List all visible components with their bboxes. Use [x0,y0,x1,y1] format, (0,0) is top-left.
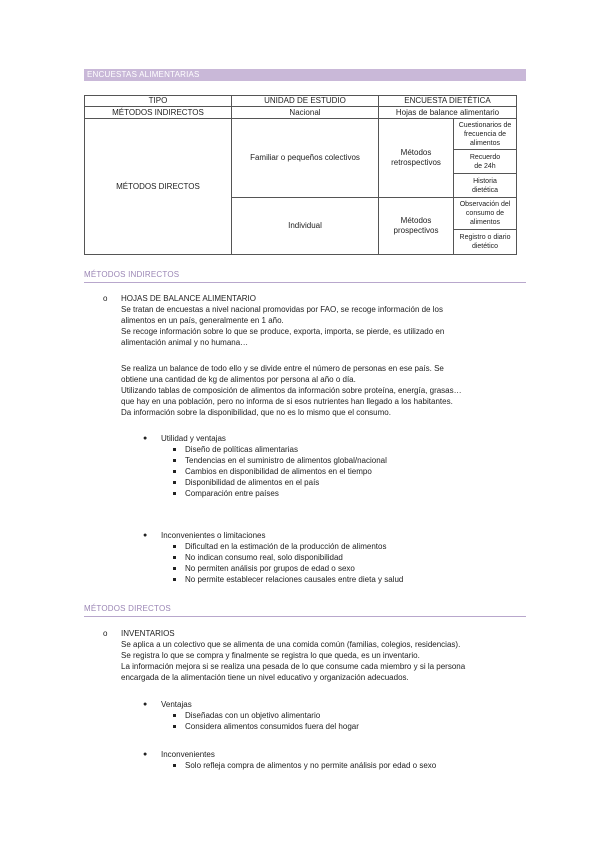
section-heading-directos: MÉTODOS DIRECTOS [84,604,171,613]
paragraph-line: Utilizando tablas de composición de alimentos da información sobre proteína, energía, grasas… [121,386,462,395]
circle-bullet-icon: o [103,629,108,638]
nested-table [379,119,516,197]
list-item: Diseñadas con un objetivo alimentario [185,711,321,720]
list-item: No indican consumo real, solo disponibilidad [185,553,343,562]
table-cell [454,198,517,254]
square-bullet-icon [173,578,176,581]
paragraph-line: alimentos en un país, generalmente en 1 año. [121,316,284,325]
list-item: Diseño de políticas alimentarias [185,445,298,454]
paragraph-line: Se realiza un balance de todo ello y se divide entre el número de personas en ese país. Se [121,364,444,373]
square-bullet-icon [173,556,176,559]
square-bullet-icon [173,459,176,462]
table-cell: Cuestionarios de frecuencia de alimentos [454,119,516,150]
table-cell: Observación del consumo de alimentos [454,198,516,230]
section-divider [84,282,526,283]
paragraph-line: Da información sobre la disponibilidad, que no es lo mismo que el consumo. [121,408,391,417]
table-cell: Métodos retrospectivos [379,119,454,197]
section-divider [84,616,526,617]
paragraph-line: que hay en una población, pero no informa de si esos nutrientes han llegado a los habitantes. [121,397,453,406]
paragraph-line: Se tratan de encuestas a nivel nacional promovidas por FAO, se recoge información de los [121,305,443,314]
list-item: No permiten análisis por grupos de edad o sexo [185,564,355,573]
section-heading-indirectos: MÉTODOS INDIRECTOS [84,270,180,279]
paragraph-line: alimentación animal y no humana… [121,338,249,347]
subheading: Inconvenientes [161,750,215,759]
list-item: No permite establecer relaciones causales entre dieta y salud [185,575,404,584]
table-cell: Historia dietética [471,177,499,194]
round-bullet-icon: ● [143,435,148,442]
subheading: Inconvenientes o limitaciones [161,531,266,540]
square-bullet-icon [173,492,176,495]
round-bullet-icon: ● [143,532,148,539]
circle-bullet-icon: o [103,294,108,303]
list-item: Solo refleja compra de alimentos y no permite análisis por edad o sexo [185,761,437,770]
paragraph-line: La información mejora si se realiza una pesada de lo que consume cada miembro y si la persona [121,662,466,671]
subheading: Ventajas [161,700,192,709]
survey-table [84,95,517,255]
table-cell: Registro o diario dietético [459,234,511,250]
table-cell: MÉTODOS DIRECTOS [85,119,232,255]
list-item: Cambios en disponibilidad de alimentos en el tiempo [185,467,372,476]
paragraph-line: Se aplica a un colectivo que se alimenta de una comida común (familias, colegios, residencias). [121,640,461,649]
table-cell: Nacional [232,107,379,119]
square-bullet-icon [173,470,176,473]
item-title: HOJAS DE BALANCE ALIMENTARIO [121,294,256,303]
square-bullet-icon [173,545,176,548]
table-cell: Métodos prospectivos [379,198,454,254]
table-cell: Hojas de balance alimentario [379,107,517,119]
table-header-cell: UNIDAD DE ESTUDIO [232,96,379,107]
square-bullet-icon [173,764,176,767]
list-item: Dificultad en la estimación de la producción de alimentos [185,542,387,551]
table-row [85,107,517,119]
table-cell [379,119,517,198]
table-cell: Recuerdo de 24h [454,150,516,174]
square-bullet-icon [173,567,176,570]
table-cell: MÉTODOS INDIRECTOS [85,107,232,119]
table-header-row [85,96,517,107]
square-bullet-icon [173,714,176,717]
subheading: Utilidad y ventajas [161,434,226,443]
nested-table [379,198,516,254]
list-item: Considera alimentos consumidos fuera del hogar [185,722,359,731]
paragraph-line: encargada de la alimentación tiene un nivel educativo y organización adecuados. [121,673,409,682]
round-bullet-icon: ● [143,701,148,708]
paragraph-line: Se recoge información sobre lo que se produce, exporta, importa, se pierde, es utilizado en [121,327,445,336]
square-bullet-icon [173,481,176,484]
table-header-cell: TIPO [85,96,232,107]
table-cell: Individual [232,198,379,255]
table-cell [454,119,517,197]
paragraph-line: obtiene una cantidad de kg de alimentos por persona al año o día. [121,375,356,384]
table-cell [379,198,517,255]
round-bullet-icon: ● [143,751,148,758]
list-item: Comparación entre países [185,489,279,498]
table-cell: Familiar o pequeños colectivos [232,119,379,198]
section-title-bar: ENCUESTAS ALIMENTARIAS [84,69,526,81]
table-header-cell: ENCUESTA DIETÉTICA [379,96,517,107]
square-bullet-icon [173,725,176,728]
list-item: Disponibilidad de alimentos en el país [185,478,320,487]
square-bullet-icon [173,448,176,451]
list-item: Tendencias en el suministro de alimentos global/nacional [185,456,387,465]
item-title: INVENTARIOS [121,629,175,638]
paragraph-line: Se registra lo que se compra y finalmente se registra lo que queda, es un inventario. [121,651,420,660]
